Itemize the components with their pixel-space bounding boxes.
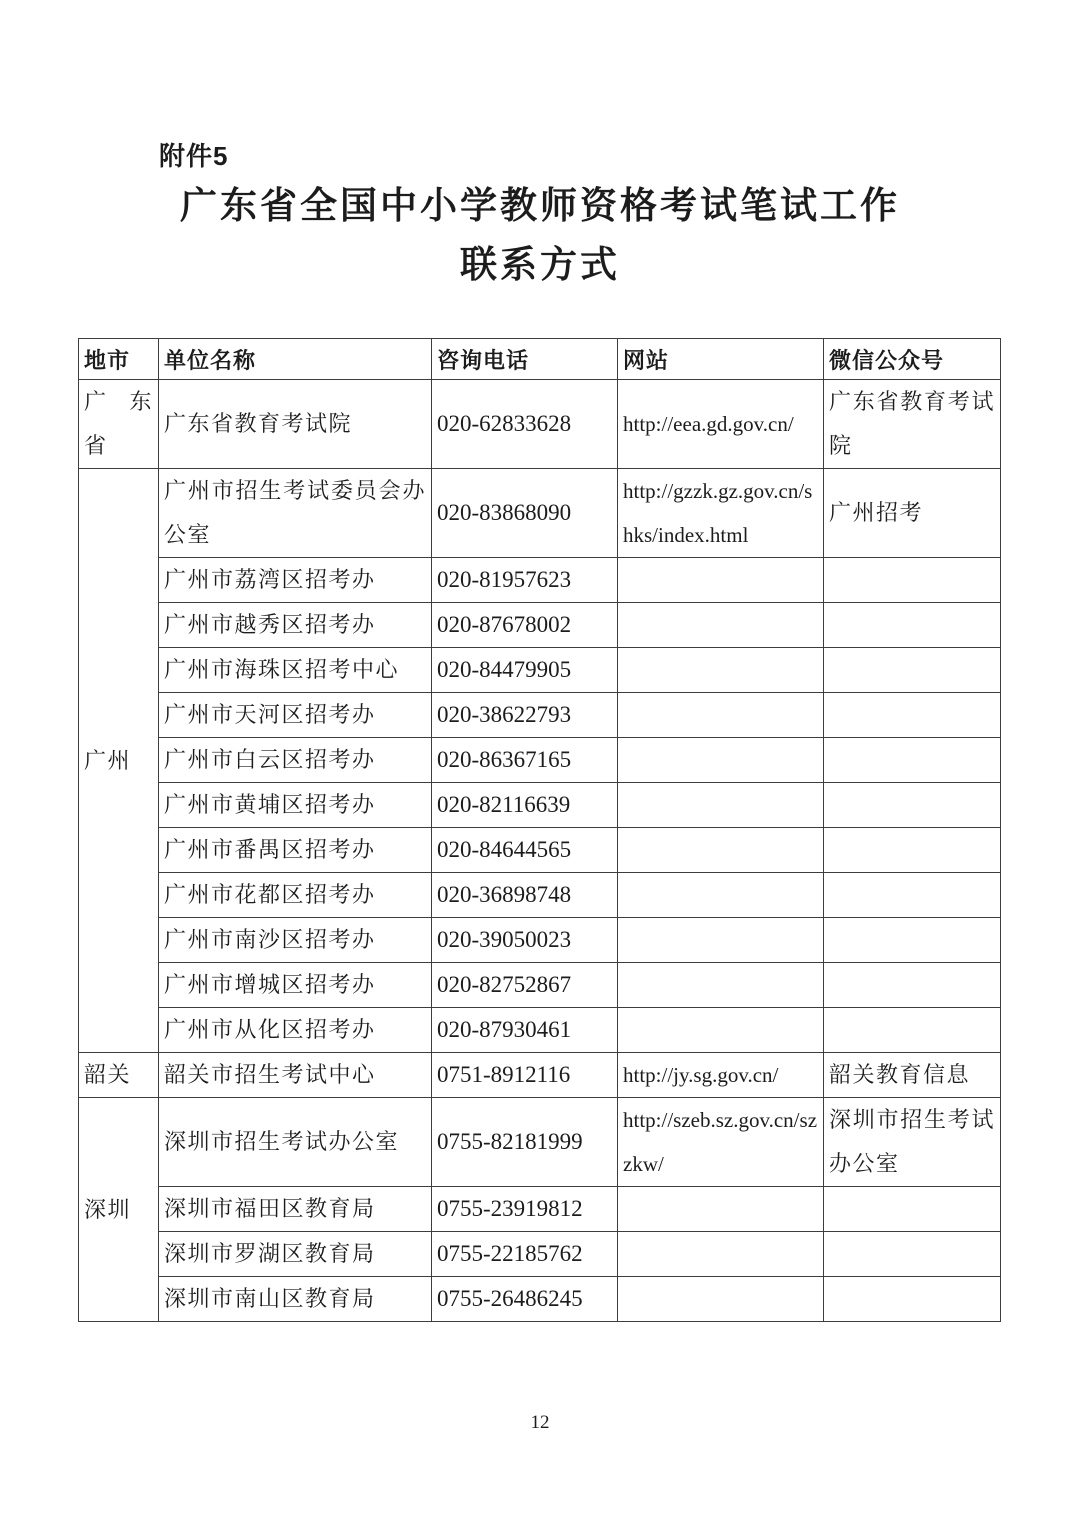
website-cell xyxy=(618,828,824,873)
city-cell: 韶关 xyxy=(79,1053,159,1098)
page-title-line1: 广东省全国中小学教师资格考试笔试工作 xyxy=(180,185,900,226)
wechat-cell xyxy=(824,963,1001,1008)
column-header: 咨询电话 xyxy=(432,339,618,380)
website-cell xyxy=(618,648,824,693)
page-title xyxy=(0,176,1080,294)
wechat-cell xyxy=(824,783,1001,828)
phone-cell: 020-86367165 xyxy=(432,738,618,783)
wechat-cell xyxy=(824,1187,1001,1232)
phone-cell: 0751-8912116 xyxy=(432,1053,618,1098)
city-cell: 深圳 xyxy=(79,1098,159,1322)
unit-cell: 广州市天河区招考办 xyxy=(159,693,432,738)
table-row xyxy=(79,558,1001,603)
column-header: 单位名称 xyxy=(159,339,432,380)
unit-cell: 广州市从化区招考办 xyxy=(159,1008,432,1053)
table-row xyxy=(79,1187,1001,1232)
unit-cell: 深圳市罗湖区教育局 xyxy=(159,1232,432,1277)
website-cell xyxy=(618,1008,824,1053)
website-cell xyxy=(618,693,824,738)
unit-cell: 广州市海珠区招考中心 xyxy=(159,648,432,693)
table-row xyxy=(79,918,1001,963)
phone-cell: 020-82116639 xyxy=(432,783,618,828)
contact-table xyxy=(78,338,1001,1322)
phone-cell: 020-83868090 xyxy=(432,469,618,558)
unit-cell: 广东省教育考试院 xyxy=(159,380,432,469)
wechat-cell: 广州招考 xyxy=(824,469,1001,558)
phone-cell: 020-84644565 xyxy=(432,828,618,873)
wechat-cell xyxy=(824,738,1001,783)
table-row xyxy=(79,873,1001,918)
website-cell xyxy=(618,558,824,603)
wechat-cell xyxy=(824,828,1001,873)
website-cell xyxy=(618,1232,824,1277)
table-header-row xyxy=(79,339,1001,380)
column-header: 地市 xyxy=(79,339,159,380)
table-row xyxy=(79,1232,1001,1277)
page-title-line2: 联系方式 xyxy=(460,244,620,286)
phone-cell: 020-38622793 xyxy=(432,693,618,738)
unit-cell: 广州市荔湾区招考办 xyxy=(159,558,432,603)
phone-cell: 020-87930461 xyxy=(432,1008,618,1053)
phone-cell: 020-36898748 xyxy=(432,873,618,918)
column-header: 网站 xyxy=(618,339,824,380)
table-row xyxy=(79,1098,1001,1187)
website-cell xyxy=(618,738,824,783)
website-cell xyxy=(618,918,824,963)
unit-cell: 广州市南沙区招考办 xyxy=(159,918,432,963)
table-body xyxy=(79,380,1001,1322)
unit-cell: 广州市白云区招考办 xyxy=(159,738,432,783)
table-row xyxy=(79,963,1001,1008)
wechat-cell xyxy=(824,873,1001,918)
wechat-cell xyxy=(824,558,1001,603)
website-cell: http://szeb.sz.gov.cn/szzkw/ xyxy=(618,1098,824,1187)
unit-cell: 广州市越秀区招考办 xyxy=(159,603,432,648)
table-row xyxy=(79,1277,1001,1322)
table-row xyxy=(79,693,1001,738)
unit-cell: 广州市花都区招考办 xyxy=(159,873,432,918)
website-cell xyxy=(618,1277,824,1322)
unit-cell: 韶关市招生考试中心 xyxy=(159,1053,432,1098)
website-cell: http://eea.gd.gov.cn/ xyxy=(618,380,824,469)
table-row xyxy=(79,1053,1001,1098)
phone-cell: 0755-26486245 xyxy=(432,1277,618,1322)
wechat-cell xyxy=(824,1008,1001,1053)
phone-cell: 020-84479905 xyxy=(432,648,618,693)
unit-cell: 广州市增城区招考办 xyxy=(159,963,432,1008)
phone-cell: 020-62833628 xyxy=(432,380,618,469)
unit-cell: 广州市招生考试委员会办公室 xyxy=(159,469,432,558)
city-cell: 广东省 xyxy=(79,380,159,469)
attachment-label: 附件5 xyxy=(159,141,229,171)
website-cell xyxy=(618,1187,824,1232)
column-header: 微信公众号 xyxy=(824,339,1001,380)
phone-cell: 0755-82181999 xyxy=(432,1098,618,1187)
unit-cell: 深圳市福田区教育局 xyxy=(159,1187,432,1232)
table-row xyxy=(79,648,1001,693)
table-row xyxy=(79,1008,1001,1053)
website-cell xyxy=(618,603,824,648)
website-cell xyxy=(618,873,824,918)
unit-cell: 深圳市南山区教育局 xyxy=(159,1277,432,1322)
wechat-cell xyxy=(824,1232,1001,1277)
table-row xyxy=(79,783,1001,828)
website-cell: http://jy.sg.gov.cn/ xyxy=(618,1053,824,1098)
phone-cell: 020-87678002 xyxy=(432,603,618,648)
wechat-cell xyxy=(824,603,1001,648)
phone-cell: 0755-22185762 xyxy=(432,1232,618,1277)
phone-cell: 020-82752867 xyxy=(432,963,618,1008)
phone-cell: 0755-23919812 xyxy=(432,1187,618,1232)
table-row xyxy=(79,738,1001,783)
phone-cell: 020-81957623 xyxy=(432,558,618,603)
wechat-cell: 广东省教育考试院 xyxy=(824,380,1001,469)
table-row xyxy=(79,469,1001,558)
phone-cell: 020-39050023 xyxy=(432,918,618,963)
wechat-cell xyxy=(824,1277,1001,1322)
unit-cell: 广州市番禺区招考办 xyxy=(159,828,432,873)
website-cell: http://gzzk.gz.gov.cn/shks/index.html xyxy=(618,469,824,558)
website-cell xyxy=(618,783,824,828)
wechat-cell: 深圳市招生考试办公室 xyxy=(824,1098,1001,1187)
table-row xyxy=(79,828,1001,873)
table-row xyxy=(79,603,1001,648)
city-cell: 广州 xyxy=(79,469,159,1053)
wechat-cell xyxy=(824,918,1001,963)
header-row xyxy=(79,339,1001,380)
wechat-cell: 韶关教育信息 xyxy=(824,1053,1001,1098)
table-row xyxy=(79,380,1001,469)
website-cell xyxy=(618,963,824,1008)
wechat-cell xyxy=(824,648,1001,693)
unit-cell: 深圳市招生考试办公室 xyxy=(159,1098,432,1187)
unit-cell: 广州市黄埔区招考办 xyxy=(159,783,432,828)
wechat-cell xyxy=(824,693,1001,738)
page-number: 12 xyxy=(530,1412,550,1433)
